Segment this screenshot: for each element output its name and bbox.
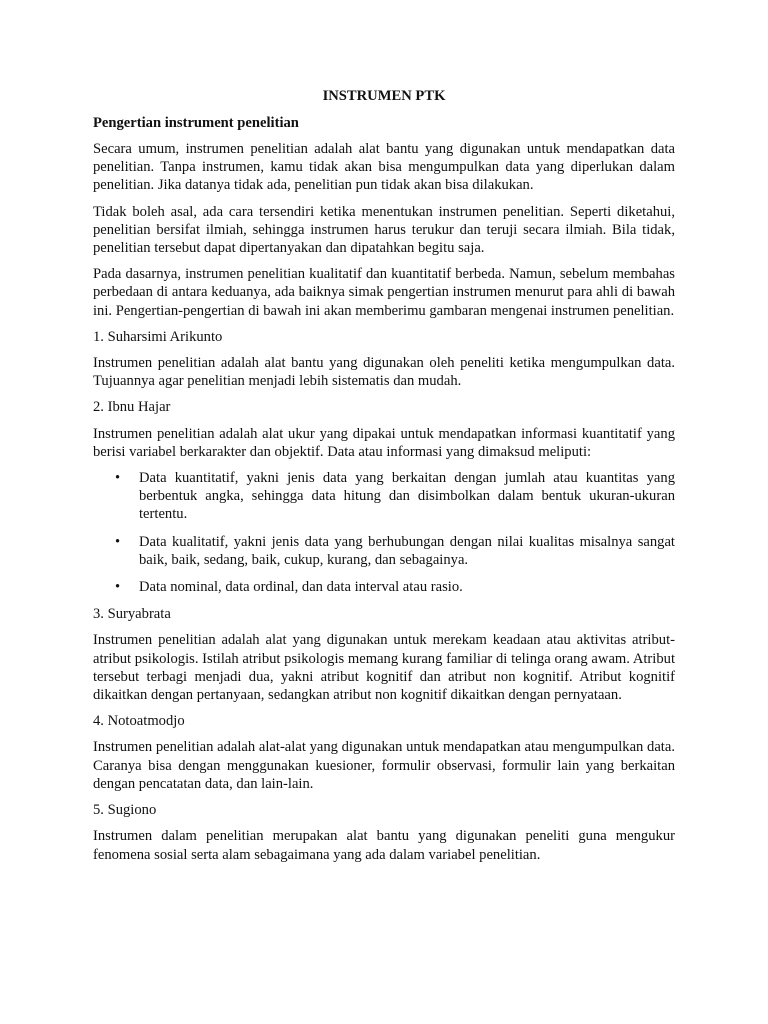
expert-paragraph: Instrumen penelitian adalah alat-alat yang digunakan untuk mendapatkan atau mengumpulkan data. Caranya bisa dengan menggunakan kuesioner, formulir observasi, formulir lain yang berkaitan dengan pencatatan data, dan lain-lain. (93, 739, 675, 792)
bullet-icon: • (115, 579, 121, 596)
expert-heading: 3. Suryabrata (93, 606, 171, 623)
expert-paragraph: Instrumen dalam penelitian merupakan alat bantu yang digunakan peneliti guna mengukur fenomena sosial serta alam sebagaimana yang ada dalam variabel penelitian. (93, 828, 675, 863)
expert-heading: 2. Ibnu Hajar (93, 399, 171, 416)
bullet-icon: • (115, 533, 121, 550)
expert-heading: 5. Sugiono (93, 802, 157, 819)
section-heading: Pengertian instrument penelitian (93, 115, 299, 131)
bullet-icon: • (115, 470, 121, 487)
document-page (93, 87, 675, 872)
expert-paragraph: Instrumen penelitian adalah alat bantu yang digunakan oleh peneliti ketika mengumpulkan data. Tujuannya agar penelitian menjadi lebih sistematis dan mudah. (93, 355, 675, 390)
bullet-item (93, 469, 675, 524)
expert-heading: 4. Notoatmodjo (93, 713, 185, 730)
expert-paragraph: Instrumen penelitian adalah alat ukur yang dipakai untuk mendapatkan informasi kuantitatif yang berisi variabel berkarakter dan objektif. Data atau informasi yang dimaksud meliputi: (93, 425, 675, 460)
bullet-item (93, 533, 675, 569)
intro-paragraph: Tidak boleh asal, ada cara tersendiri ketika menentukan instrumen penelitian. Seperti diketahui, penelitian bersifat ilmiah, sehingga instrumen harus terukur dan teruji secara ilmiah. Bila tidak, penelitian tersebut dapat dipertanyakan dan dipatahkan begitu saja. (93, 203, 675, 257)
intro-paragraph: Pada dasarnya, instrumen penelitian kualitatif dan kuantitatif berbeda. Namun, sebelum membahas perbedaan di antara keduanya, ada baiknya simak pengertian instrumen menurut para ahli di bawah ini. Pengertian-pengertian di bawah ini akan memberimu gambaran mengenai instrumen penelitian. (93, 266, 675, 319)
expert-paragraph: Instrumen penelitian adalah alat yang digunakan untuk merekam keadaan atau aktivitas atribut-atribut psikologis. Istilah atribut psikologis memang kurang familiar di telinga orang awam. Atribut tersebut terbagi menjadi dua, yakni atribut kognitif dan atribut non kognitif. Atribut kognitif dikaitkan dengan pertanyaan, sedangkan atribut non kognitif dikaitkan dengan pernyataan. (93, 632, 675, 704)
bullet-text: Data kuantitatif, yakni jenis data yang berkaitan dengan jumlah atau kuantitas yang berbentuk angka, sehingga data hitung dan disimbolkan dalam bentuk ukuran-ukuran tertentu. (139, 470, 675, 523)
bullet-list (93, 469, 675, 596)
bullet-text: Data nominal, data ordinal, dan data interval atau rasio. (139, 579, 463, 596)
bullet-item (93, 578, 675, 596)
expert-heading: 1. Suharsimi Arikunto (93, 328, 223, 345)
document-title: INSTRUMEN PTK (322, 88, 446, 104)
bullet-text: Data kualitatif, yakni jenis data yang berhubungan dengan nilai kualitas misalnya sangat baik, baik, sedang, baik, cukup, kurang, dan sebagainya. (139, 533, 675, 568)
intro-paragraph: Secara umum, instrumen penelitian adalah alat bantu yang digunakan untuk mendapatkan data penelitian. Tanpa instrumen, kamu tidak akan bisa mengumpulkan data yang diperlukan dalam penelitian. Jika datanya tidak ada, penelitian pun tidak akan bisa dilakukan. (93, 141, 675, 194)
